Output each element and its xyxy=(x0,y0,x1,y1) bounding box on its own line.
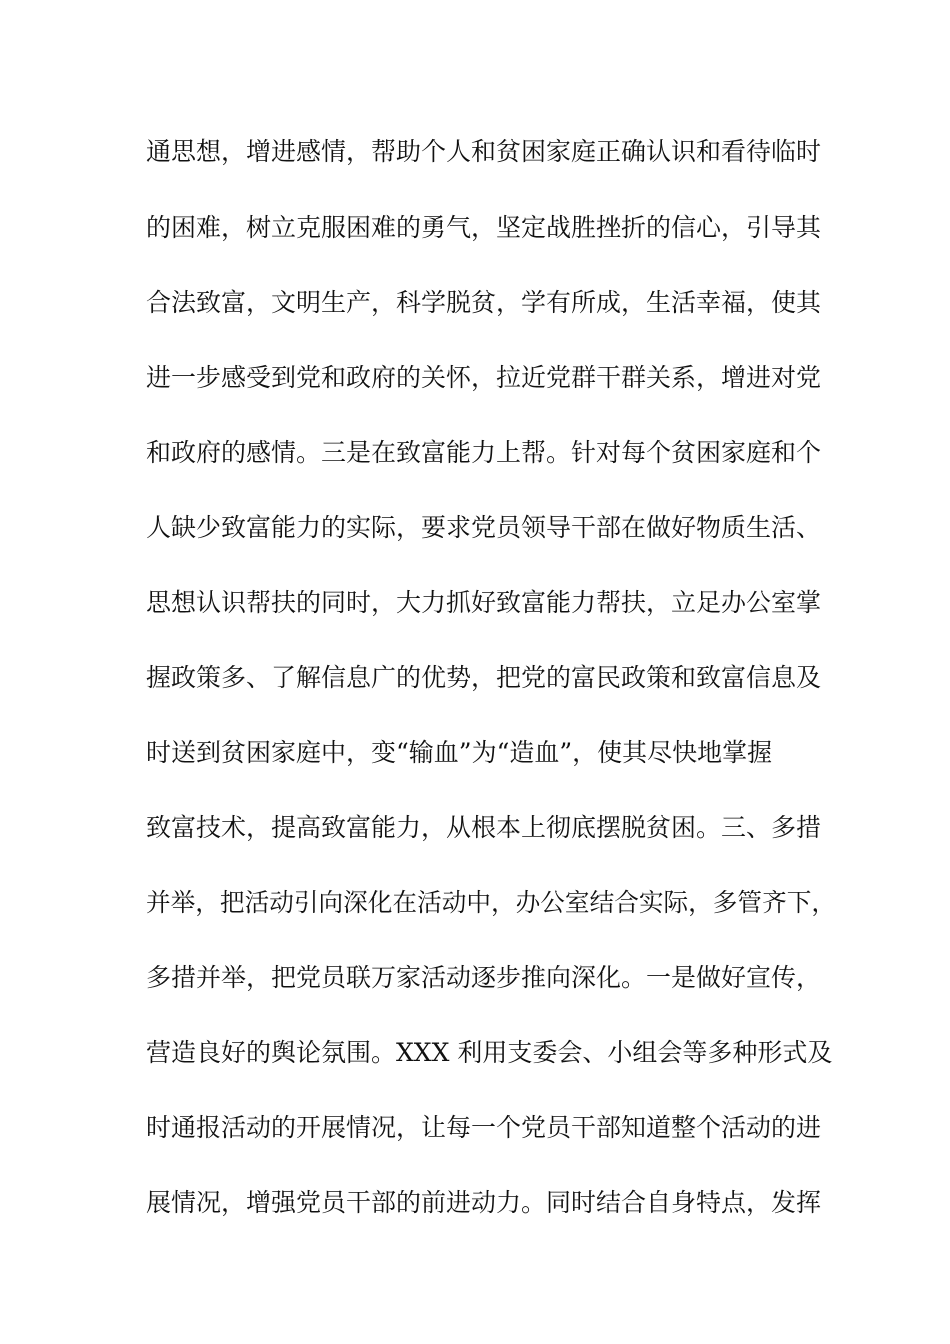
paragraph-line: 时送到贫困家庭中，变“输血”为“造血”，使其尽快地掌握 xyxy=(146,738,773,767)
paragraph-line: 思想认识帮扶的同时，大力抓好致富能力帮扶，立足办公室掌 xyxy=(146,588,822,617)
paragraph-line: 展情况，增强党员干部的前进动力。同时结合自身特点，发挥 xyxy=(146,1188,822,1217)
paragraph-line: 多措并举，把党员联万家活动逐步推向深化。一是做好宣传， xyxy=(146,963,822,992)
paragraph-line: 并举，把活动引向深化在活动中，办公室结合实际，多管齐下， xyxy=(146,888,837,917)
paragraph-line: 人缺少致富能力的实际，要求党员领导干部在做好物质生活、 xyxy=(146,513,822,542)
paragraph-line: 合法致富，文明生产，科学脱贫，学有所成，生活幸福，使其 xyxy=(146,288,822,317)
paragraph-line: 致富技术，提高致富能力，从根本上彻底摆脱贫困。三、多措 xyxy=(146,813,822,842)
paragraph-line: 营造良好的舆论氛围。XXX 利用支委会、小组会等多种形式及 xyxy=(146,1038,833,1067)
paragraph-line: 和政府的感情。三是在致富能力上帮。针对每个贫困家庭和个 xyxy=(146,438,822,467)
paragraph-line: 的困难，树立克服困难的勇气，坚定战胜挫折的信心，引导其 xyxy=(146,213,822,242)
paragraph-line: 时通报活动的开展情况，让每一个党员干部知道整个活动的进 xyxy=(146,1113,822,1142)
paragraph-line: 通思想，增进感情，帮助个人和贫困家庭正确认识和看待临时 xyxy=(146,137,822,166)
paragraph-line: 握政策多、了解信息广的优势，把党的富民政策和致富信息及 xyxy=(146,663,822,692)
paragraph-line: 进一步感受到党和政府的关怀，拉近党群干群关系，增进对党 xyxy=(146,363,822,392)
